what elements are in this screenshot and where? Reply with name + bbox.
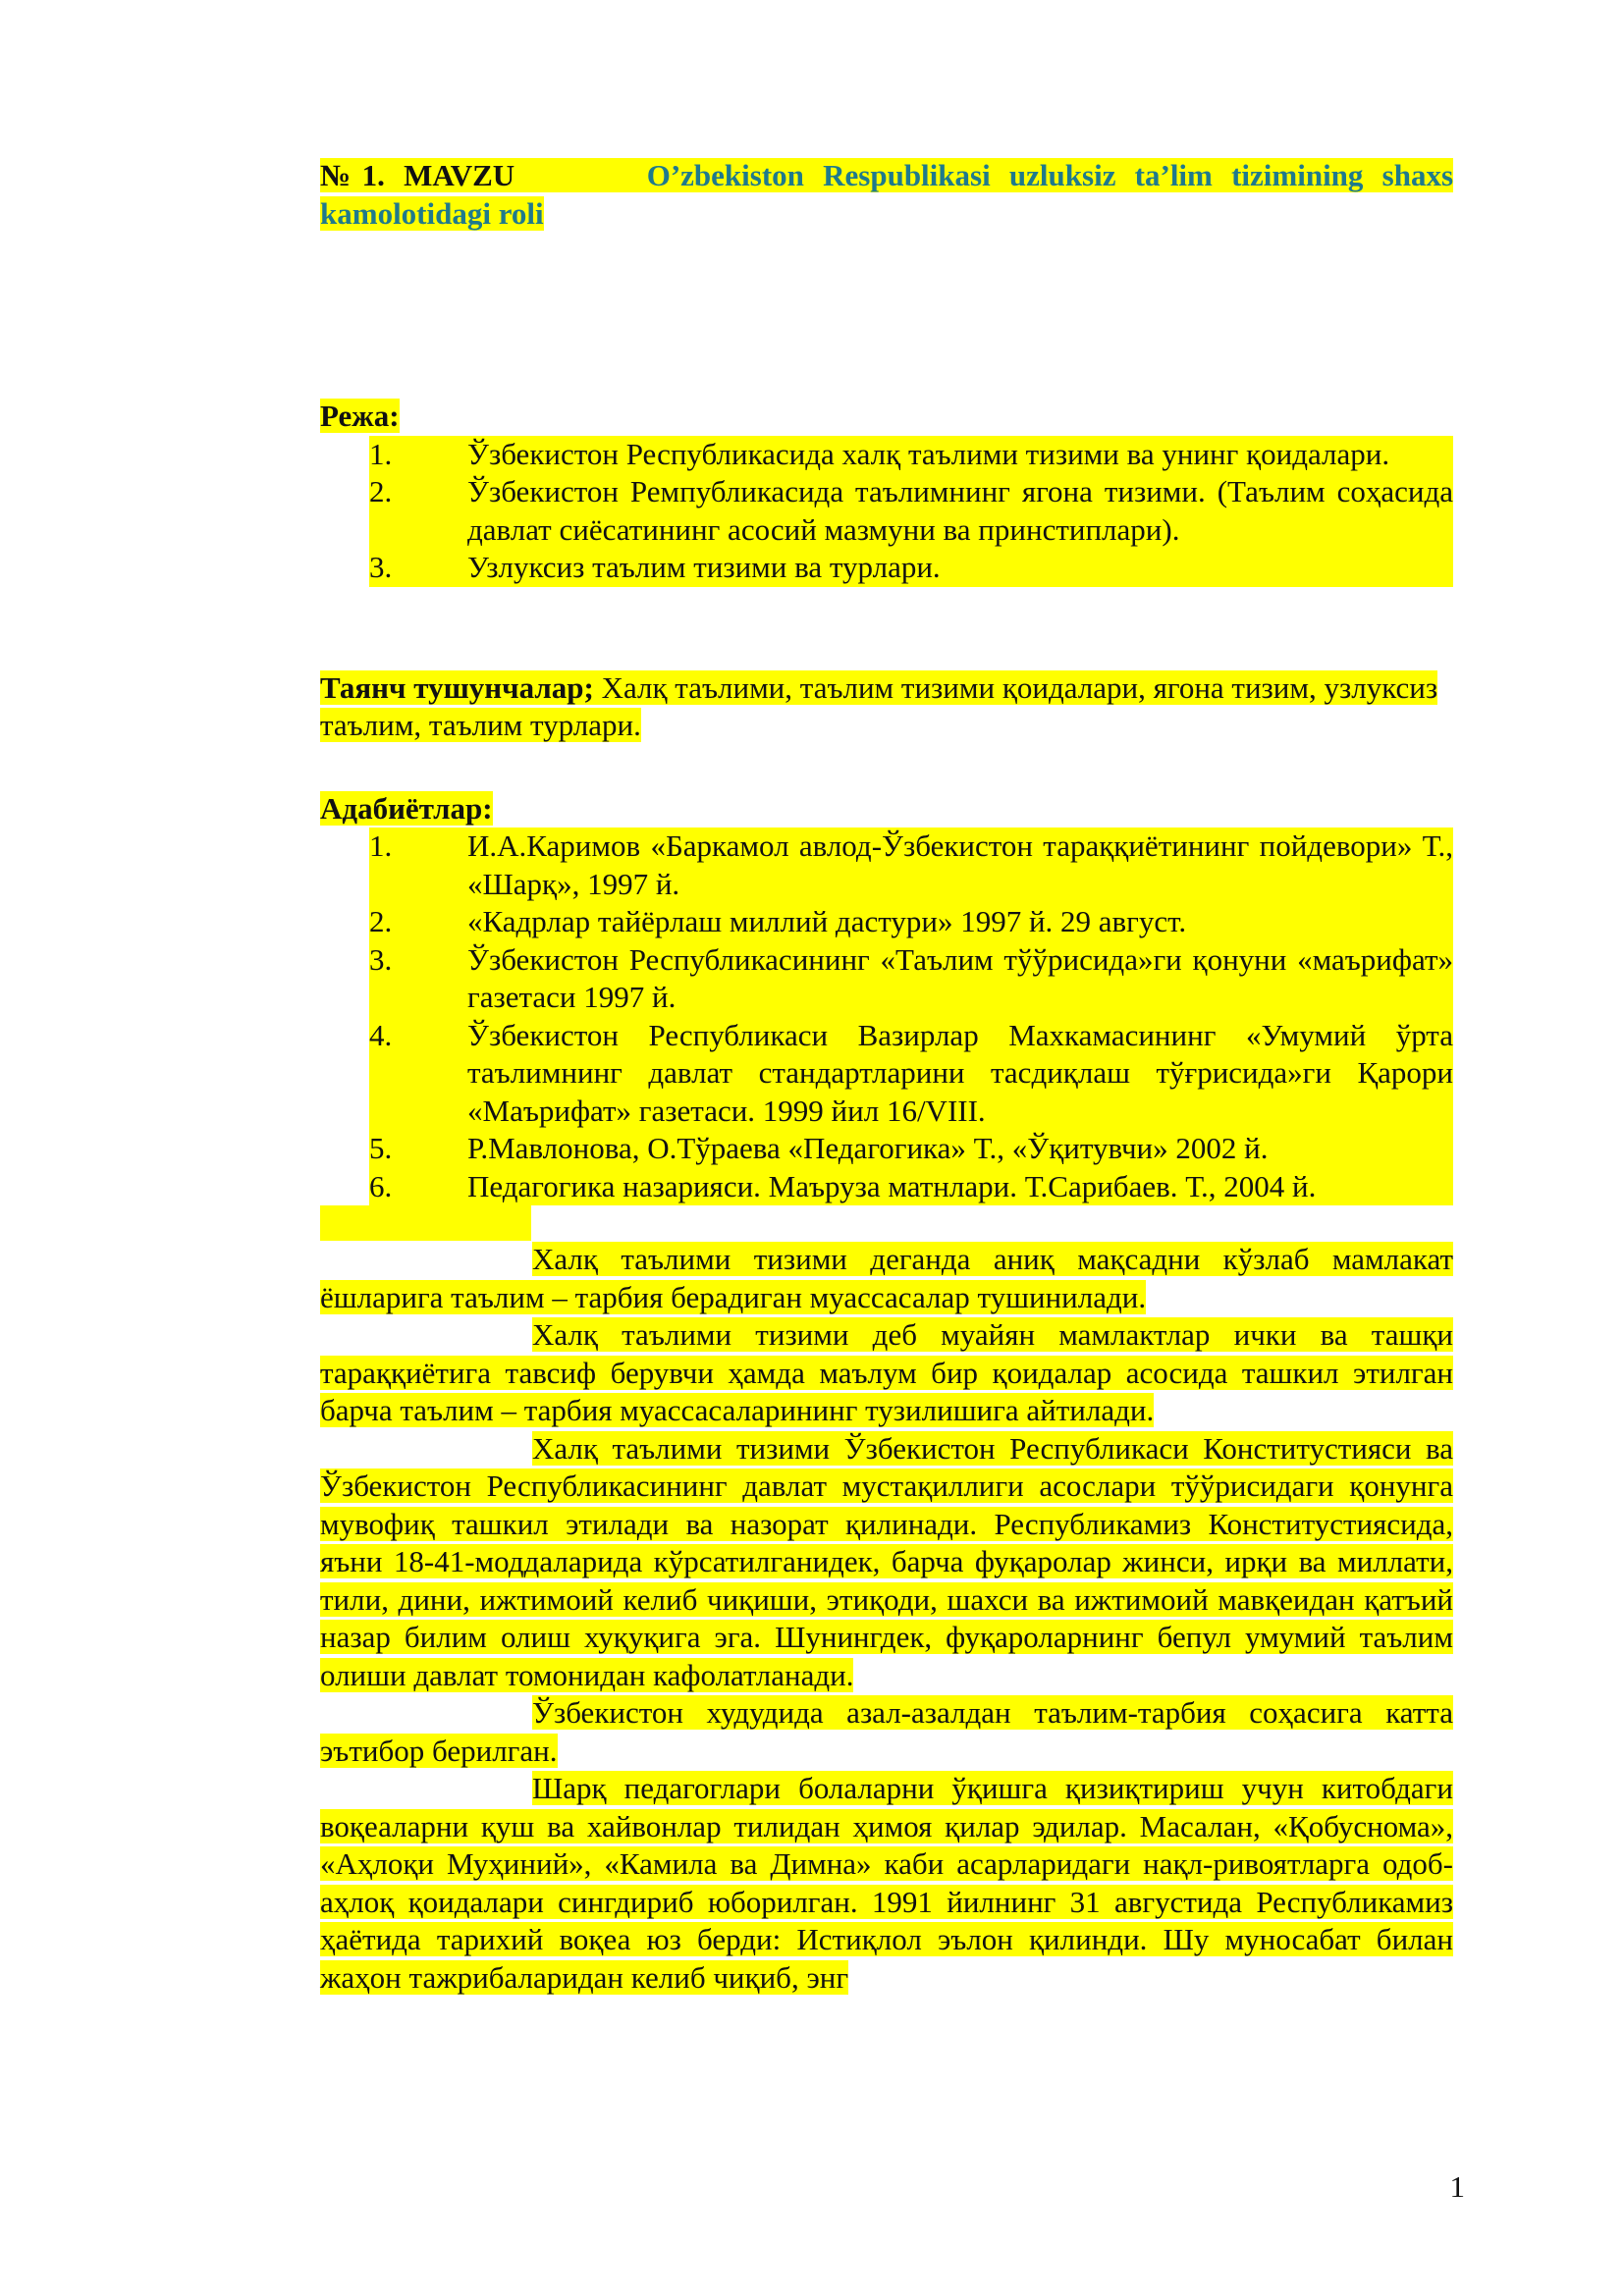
plan-item: 2. Ўзбекистон Ремпубликасида таълимнинг ягона тизими. (Таълим соҳасида давлат сиёсатининг асосий мазмуни ва принстиплари). [369, 474, 1453, 547]
body-paragraph: Халқ таълими тизими деб муайян мамлактлар ички ва ташқи тараққиётига тавсиф берувчи ҳамда маълум бир қоидалар асосида ташкил этилган барча таълим – тарбия муассасаларининг тузилишига айтилади. [320, 1317, 1453, 1427]
plan-list [369, 436, 1453, 587]
key-terms [320, 669, 1453, 745]
literature-list [369, 828, 1453, 1205]
plan-heading: Режа: [320, 399, 400, 433]
literature-item: 6. Педагогика назарияси. Маъруза матнлари. Т.Сарибаев. Т., 2004 й. [369, 1168, 1317, 1203]
page-content [320, 157, 1453, 1997]
topic-name: O’zbekiston Respublikasi uzluksiz ta’lim tizimining shaxs kamolotidagi roli [320, 158, 1454, 231]
body-paragraph: Ўзбекистон худудида азал-азалдан таълим-тарбия соҳасига катта эътибор берилган. [320, 1695, 1453, 1768]
literature-item: 2. «Кадрлар тайёрлаш миллий дастури» 1997 й. 29 август. [369, 904, 1187, 938]
literature-item: 4. Ўзбекистон Республикаси Вазирлар Махкамасининг «Умумий ўрта таълимнинг давлат стандартларини тасдиқлаш тўғрисида»ги Қарори «Маърифат» газетаси. 1999 йил 16/VIII. [369, 1017, 1453, 1128]
body-paragraph: Халқ таълими тизими Ўзбекистон Республикаси Конститустияси ва Ўзбекистон Республикасининг давлат мустақиллиги асослари тўўрисидаги қонунга мувофиқ ташкил этилади ва назорат қилинади. Республикамиз Конститустиясида, яъни 18-41-моддаларида кўрсатилганидек, барча фуқаролар жинси, ирқи ва миллати, тили, дини, ижтимоий келиб чиқиши, этиқоди, шахси ва ижтимоий мавқеидан қатъий назар билим олиш хуқуқига эга. Шунингдек, фуқароларнинг бепул умумий таълим олиши давлат томонидан кафолатланади. [320, 1430, 1453, 1692]
literature-item: 5. Р.Мавлонова, О.Тўраева «Педагогика» Т., «Ўқитувчи» 2002 й. [369, 1131, 1269, 1165]
body-paragraph: Халқ таълими тизими деганда аниқ мақсадни кўзлаб мамлакат ёшларига таълим – тарбия берадиган муассасалар тушинилади. [320, 1242, 1453, 1314]
highlight-gap [320, 1205, 531, 1241]
literature-item: 1. И.А.Каримов «Баркамол авлод-Ўзбекистон тараққиётининг пойдевори» Т., «Шарқ», 1997 й. [369, 828, 1453, 901]
page-number: 1 [1449, 2169, 1465, 2204]
literature-heading: Адабиётлар: [320, 790, 493, 826]
topic-title [320, 157, 1453, 233]
body-paragraph: Шарқ педагоглари болаларни ўқишга қизиқтириш учун китобдаги воқеаларни қуш ва хайвонлар тилидан ҳимоя қилар эдилар. Масалан, «Қобуснома», «Аҳлоқи Муҳиний», «Камила ва Димна» каби асарларидаги нақл-ривоятларга одоб-аҳлоқ қоидалари сингдириб юборилган. 1991 йилнинг 31 августида Республикамиз ҳаётида тарихий воқеа юз берди: Истиқлол эълон қилинди. Шу муносабат билан жаҳон тажрибаларидан келиб чиқиб, энг [320, 1771, 1453, 1995]
key-terms-label: Таянч тушунчалар; [320, 669, 594, 705]
topic-number: №1. MAVZU [320, 158, 515, 192]
plan-item: 1. Ўзбекистон Республикасида халқ таълими тизими ва унинг қоидалари. [369, 436, 1390, 471]
key-terms-text: Халқ таълими, таълим тизими қоидалари, ягона тизим, узлуксиз таълим, таълим турлари. [320, 669, 1438, 742]
literature-item: 3. Ўзбекистон Республикасининг «Таълим тўўрисида»ги қонуни «маърифат» газетаси 1997 й. [369, 941, 1453, 1014]
body-text [320, 1241, 1453, 1997]
plan-item: 3. Узлуксиз таълим тизими ва турлари. [369, 550, 941, 584]
